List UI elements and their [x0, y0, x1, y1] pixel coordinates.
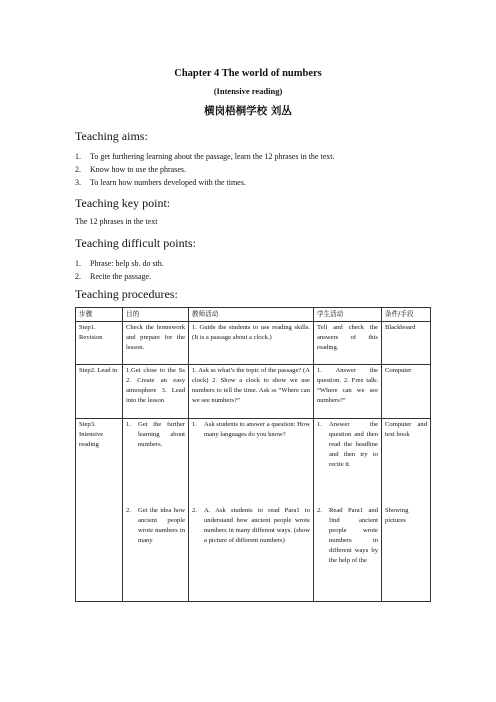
column-header: 教师活动 [189, 308, 314, 322]
student-activity-cell: Tell and check the answers of this reading. [314, 322, 382, 365]
column-header: 目的 [123, 308, 189, 322]
purpose-item: 2. Get the idea how ancient people wrote numbers in many [126, 507, 185, 544]
student-activity-item: 2. Read Para1 and find ancient people wrote numbers in different ways by the help of the [317, 507, 378, 564]
teaching-aims-heading: Teaching aims: [75, 129, 148, 143]
list-item: 1. Phrase: help sb. do sth. [75, 259, 164, 268]
means-cell: Computer [382, 365, 431, 419]
student-activity-cell [314, 419, 382, 602]
difficult-points-heading: Teaching difficult points: [75, 236, 196, 250]
list-item: 1. To get furthering learning about the passage, learn the 12 phrases in the text. [75, 152, 335, 161]
means-cell [382, 419, 431, 602]
table-row [76, 322, 431, 365]
teaching-aims-list [75, 150, 334, 189]
means-item: Computer and text book [385, 421, 427, 438]
procedures-table [75, 307, 431, 602]
key-point-text: The 12 phrases in the text [75, 217, 158, 226]
column-header: 步骤 [76, 308, 123, 322]
lesson-subtitle: (Intensive reading) [213, 86, 283, 96]
means-item: Showing pictures [385, 507, 409, 524]
teacher-activity-item: 2. A. Ask students to read Para1 to understand how ancient people wrote numbers in many different ways. (show a picture of different numbers) [192, 507, 310, 544]
column-header: 条件/手段 [382, 308, 431, 322]
purpose-cell [123, 419, 189, 602]
list-item: 2. Recite the passage. [75, 272, 152, 281]
teacher-activity-cell [189, 419, 314, 602]
purpose-item: 1. Get the further learning about numbers. [126, 421, 185, 448]
teacher-activity-cell: 1. Ask ss what’s the topic of the passage? (A clock) 2. Show a clock to show we use numbers to tell the time. Ask ss “Where can we see numbers?” [189, 365, 314, 419]
table-row [76, 365, 431, 419]
step-cell: Step2. Lead in [76, 365, 123, 419]
student-activity-cell: 1. Answer the question. 2. Free talk: “Where can we see numbers?” [314, 365, 382, 419]
table-header-row [76, 308, 431, 322]
column-header: 学生活动 [314, 308, 382, 322]
purpose-cell: 1.Get close to the Ss 2. Create an easy atmosphere 3. Lead into the lesson [123, 365, 189, 419]
means-cell: Blackboard [382, 322, 431, 365]
chapter-title: Chapter 4 The world of numbers [174, 68, 322, 79]
procedures-heading: Teaching procedures: [75, 287, 178, 301]
difficult-points-list [75, 257, 164, 283]
purpose-cell: Check the homework and prepare for the lesson. [123, 322, 189, 365]
step-cell: Step3. Intensive reading [76, 419, 123, 602]
teacher-activity-cell: 1. Guide the students to use reading skills. (It is a passage about a clock.) [189, 322, 314, 365]
teacher-activity-item: 1. Ask students to answer a question: How many languages do you know? [192, 421, 310, 438]
list-item: 3. To learn how numbers developed with the times. [75, 178, 246, 187]
author-line: 横岗梧桐学校 刘丛 [204, 105, 292, 117]
key-point-heading: Teaching key point: [75, 196, 171, 210]
list-item: 2. Know how to use the phrases. [75, 165, 186, 174]
step-cell: Step1. Revision [76, 322, 123, 365]
student-activity-item: 1. Answer the question and then read the headline and then try to recite it. [317, 421, 378, 468]
table-row [76, 419, 431, 602]
